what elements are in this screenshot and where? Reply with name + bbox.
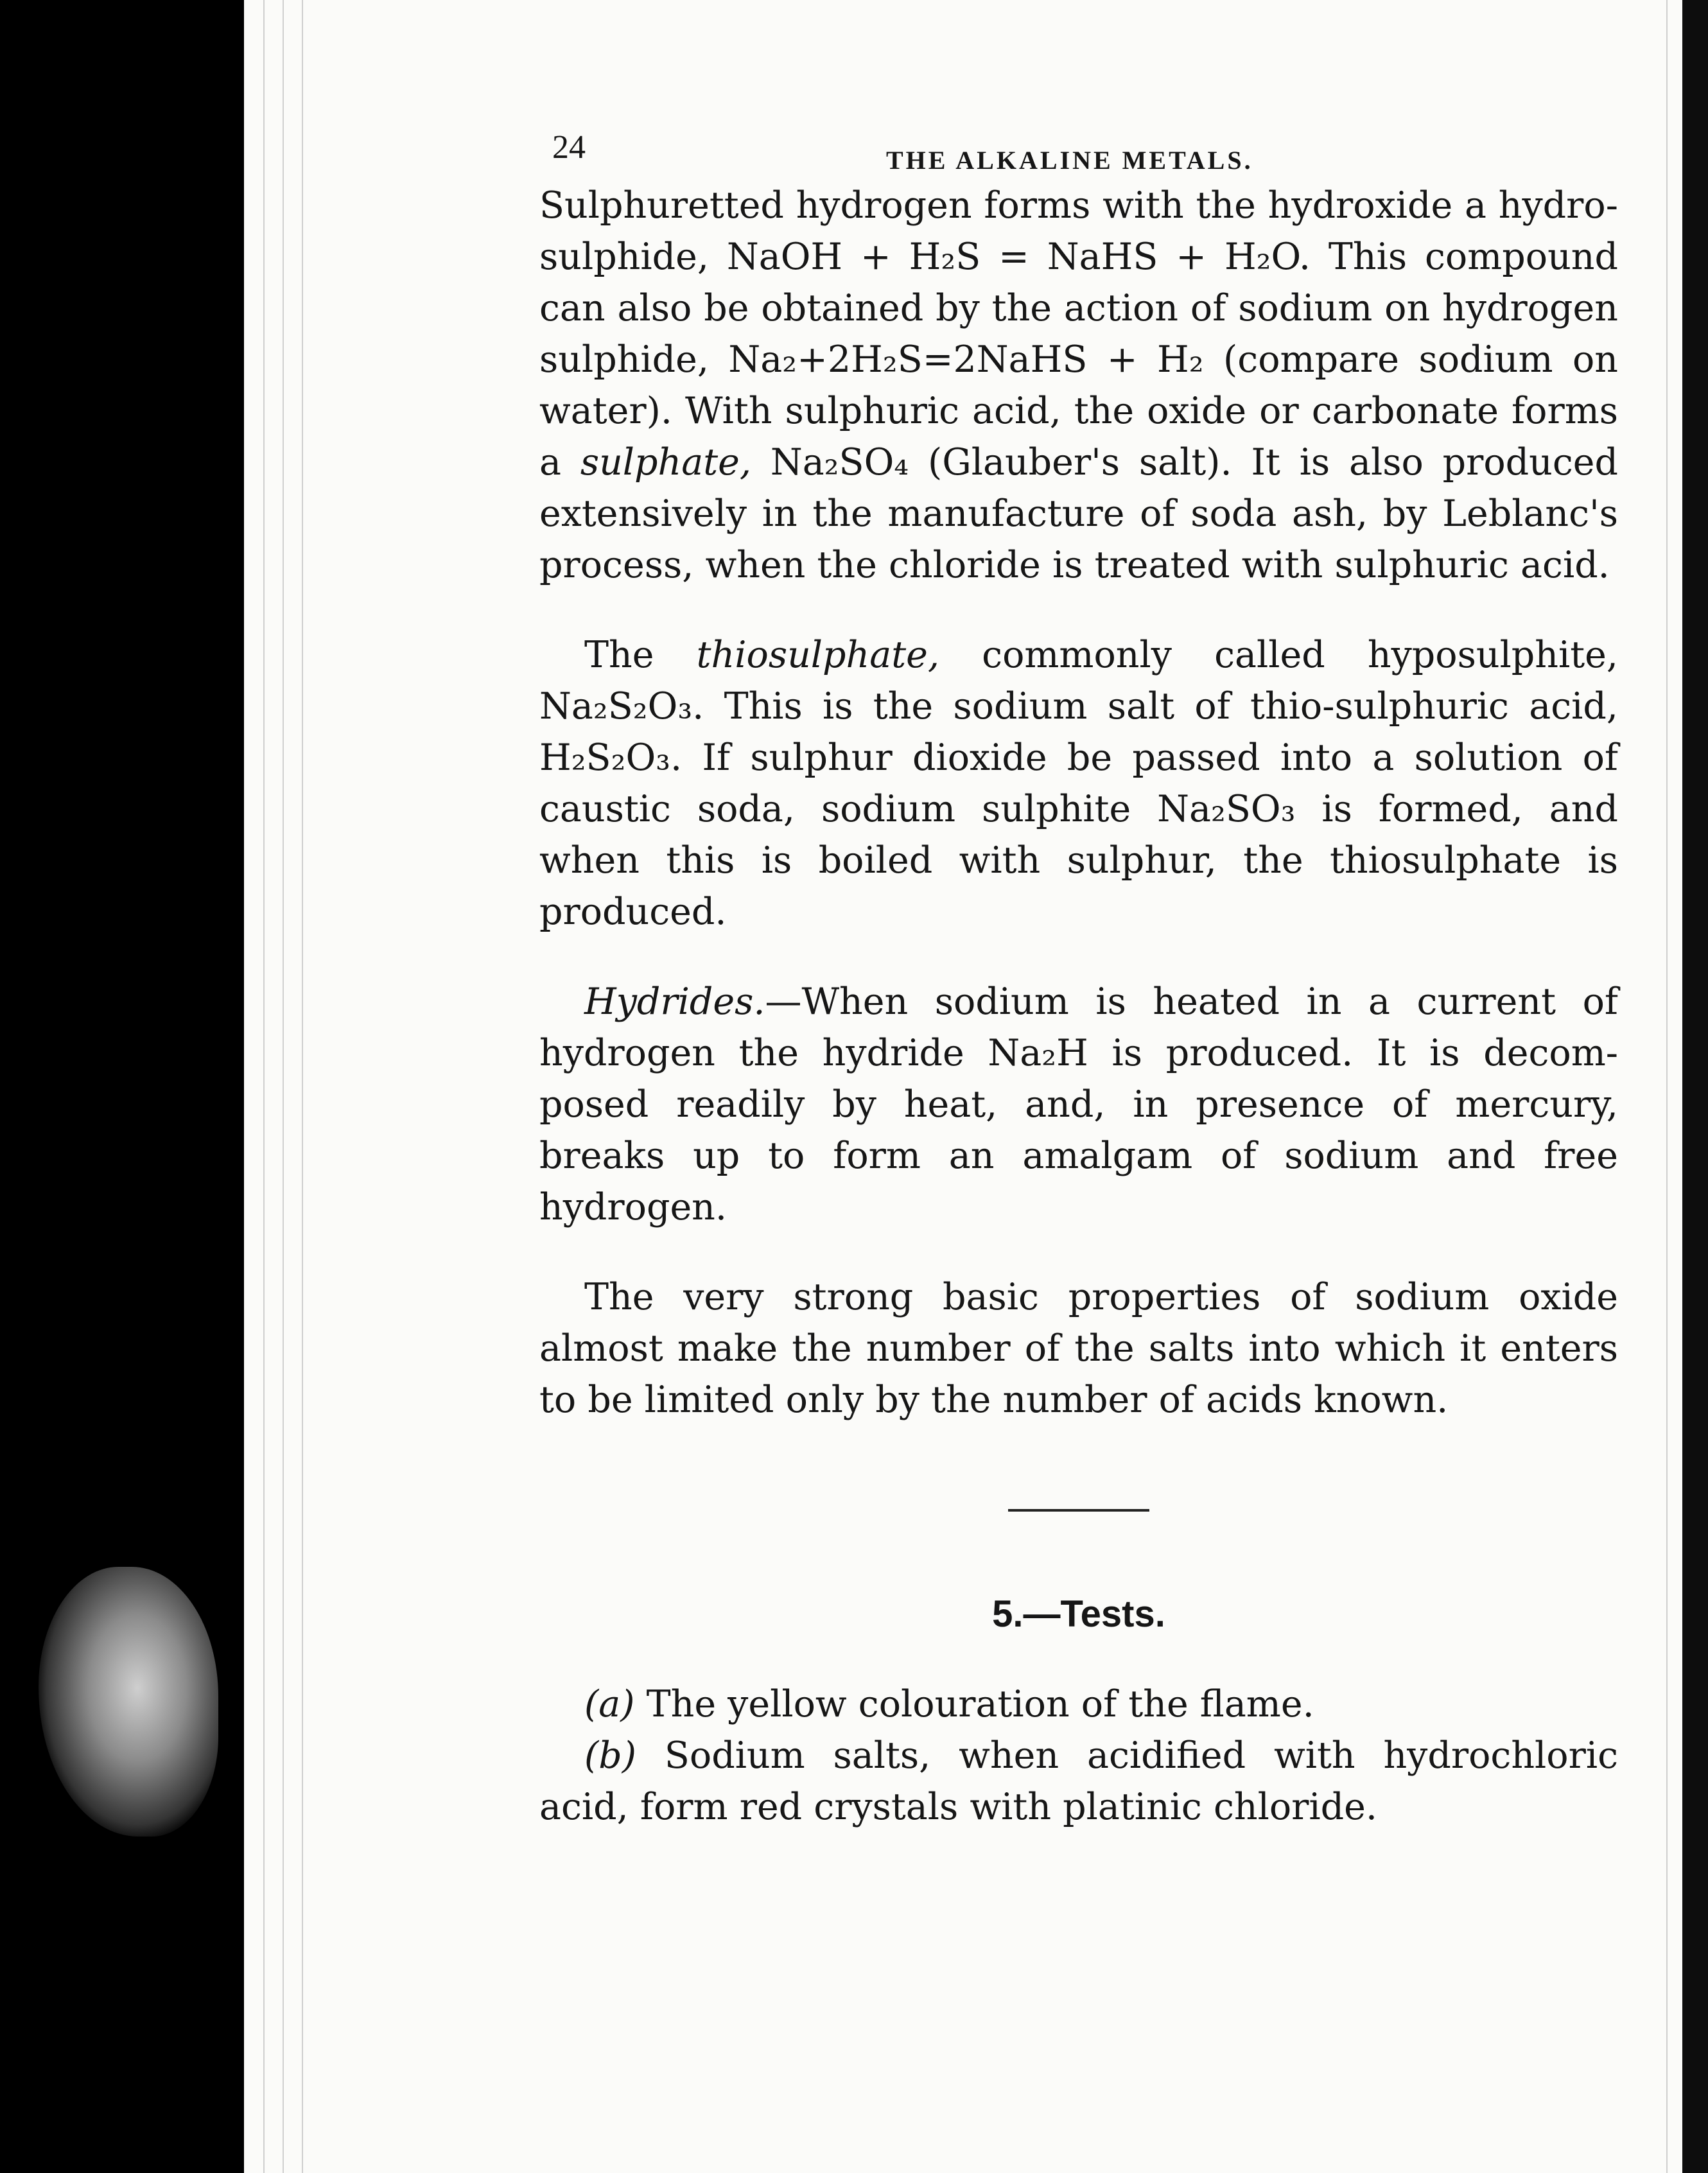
page-number: 24	[552, 129, 586, 166]
page-edge-line	[1666, 0, 1668, 2173]
paragraph-thiosulphate	[539, 629, 1618, 938]
paragraph-hydrides	[539, 976, 1618, 1233]
italic-term: Hydrides.	[584, 981, 765, 1023]
page-text	[539, 116, 1618, 1833]
page-header	[539, 116, 1618, 180]
section-heading: 5.—Tests.	[992, 1593, 1165, 1635]
italic-term: thiosulphate,	[696, 634, 939, 676]
paragraph-text: The very strong basic properties of sodium oxide almost make the number of the salts into which it enters to be limited only by the number of acids known.	[539, 1276, 1618, 1421]
page-edge-line	[263, 0, 265, 2173]
italic-term: sulphate,	[580, 441, 751, 484]
test-item	[539, 1730, 1618, 1833]
test-item	[539, 1679, 1618, 1730]
item-tag: (b)	[584, 1734, 636, 1777]
paragraph-text: —When sodium is heated in a current of hydrogen the hydride Na₂H is produced. It is decom-posed readily by heat, and, in presence of mercury, breaks up to form an amalgam of sodium and free hydrogen.	[539, 981, 1618, 1228]
paragraph-sulphuretted-hydrogen	[539, 180, 1618, 591]
paragraph-text: commonly called hyposulphite, Na₂S₂O₃. This is the sodium salt of thio-sulphuric acid, H₂S₂O₃. If sulphur dioxide be passed into a solution of caustic soda, sodium sulphite Na₂SO₃ is formed, and when this is boiled with sulphur, the thiosulphate is produced.	[539, 634, 1618, 933]
scan-border	[1682, 0, 1708, 2173]
scan-artifact	[39, 1567, 218, 1837]
page-edge-line	[302, 0, 303, 2173]
paragraph-basic-properties	[539, 1271, 1618, 1426]
item-text: The yellow colouration of the flame.	[646, 1683, 1314, 1725]
section-divider	[1008, 1509, 1149, 1512]
page-edge-line	[283, 0, 284, 2173]
item-text: Sodium salts, when acidified with hydrochloric acid, form red crystals with platinic chloride.	[539, 1734, 1618, 1828]
item-tag: (a)	[584, 1683, 635, 1725]
paragraph-text: Sulphuretted hydrogen forms with the hydroxide a hydro-sulphide, NaOH + H₂S = NaHS + H₂O. This compound can also be obtained by the action of sodium on hydrogen sulphide, Na₂+2H₂S=2NaHS + H₂ (compare sodium on water). With sulphuric acid, the oxide or carbonate forms a	[539, 184, 1618, 484]
paragraph-text: The	[584, 634, 654, 676]
running-title: THE ALKALINE METALS.	[886, 146, 1253, 175]
paragraph-text: Na₂SO₄ (Glauber's salt). It is also produced extensively in the manufacture of soda ash, by Leblanc's process, when the chloride is treated with sulphuric acid.	[539, 441, 1619, 586]
